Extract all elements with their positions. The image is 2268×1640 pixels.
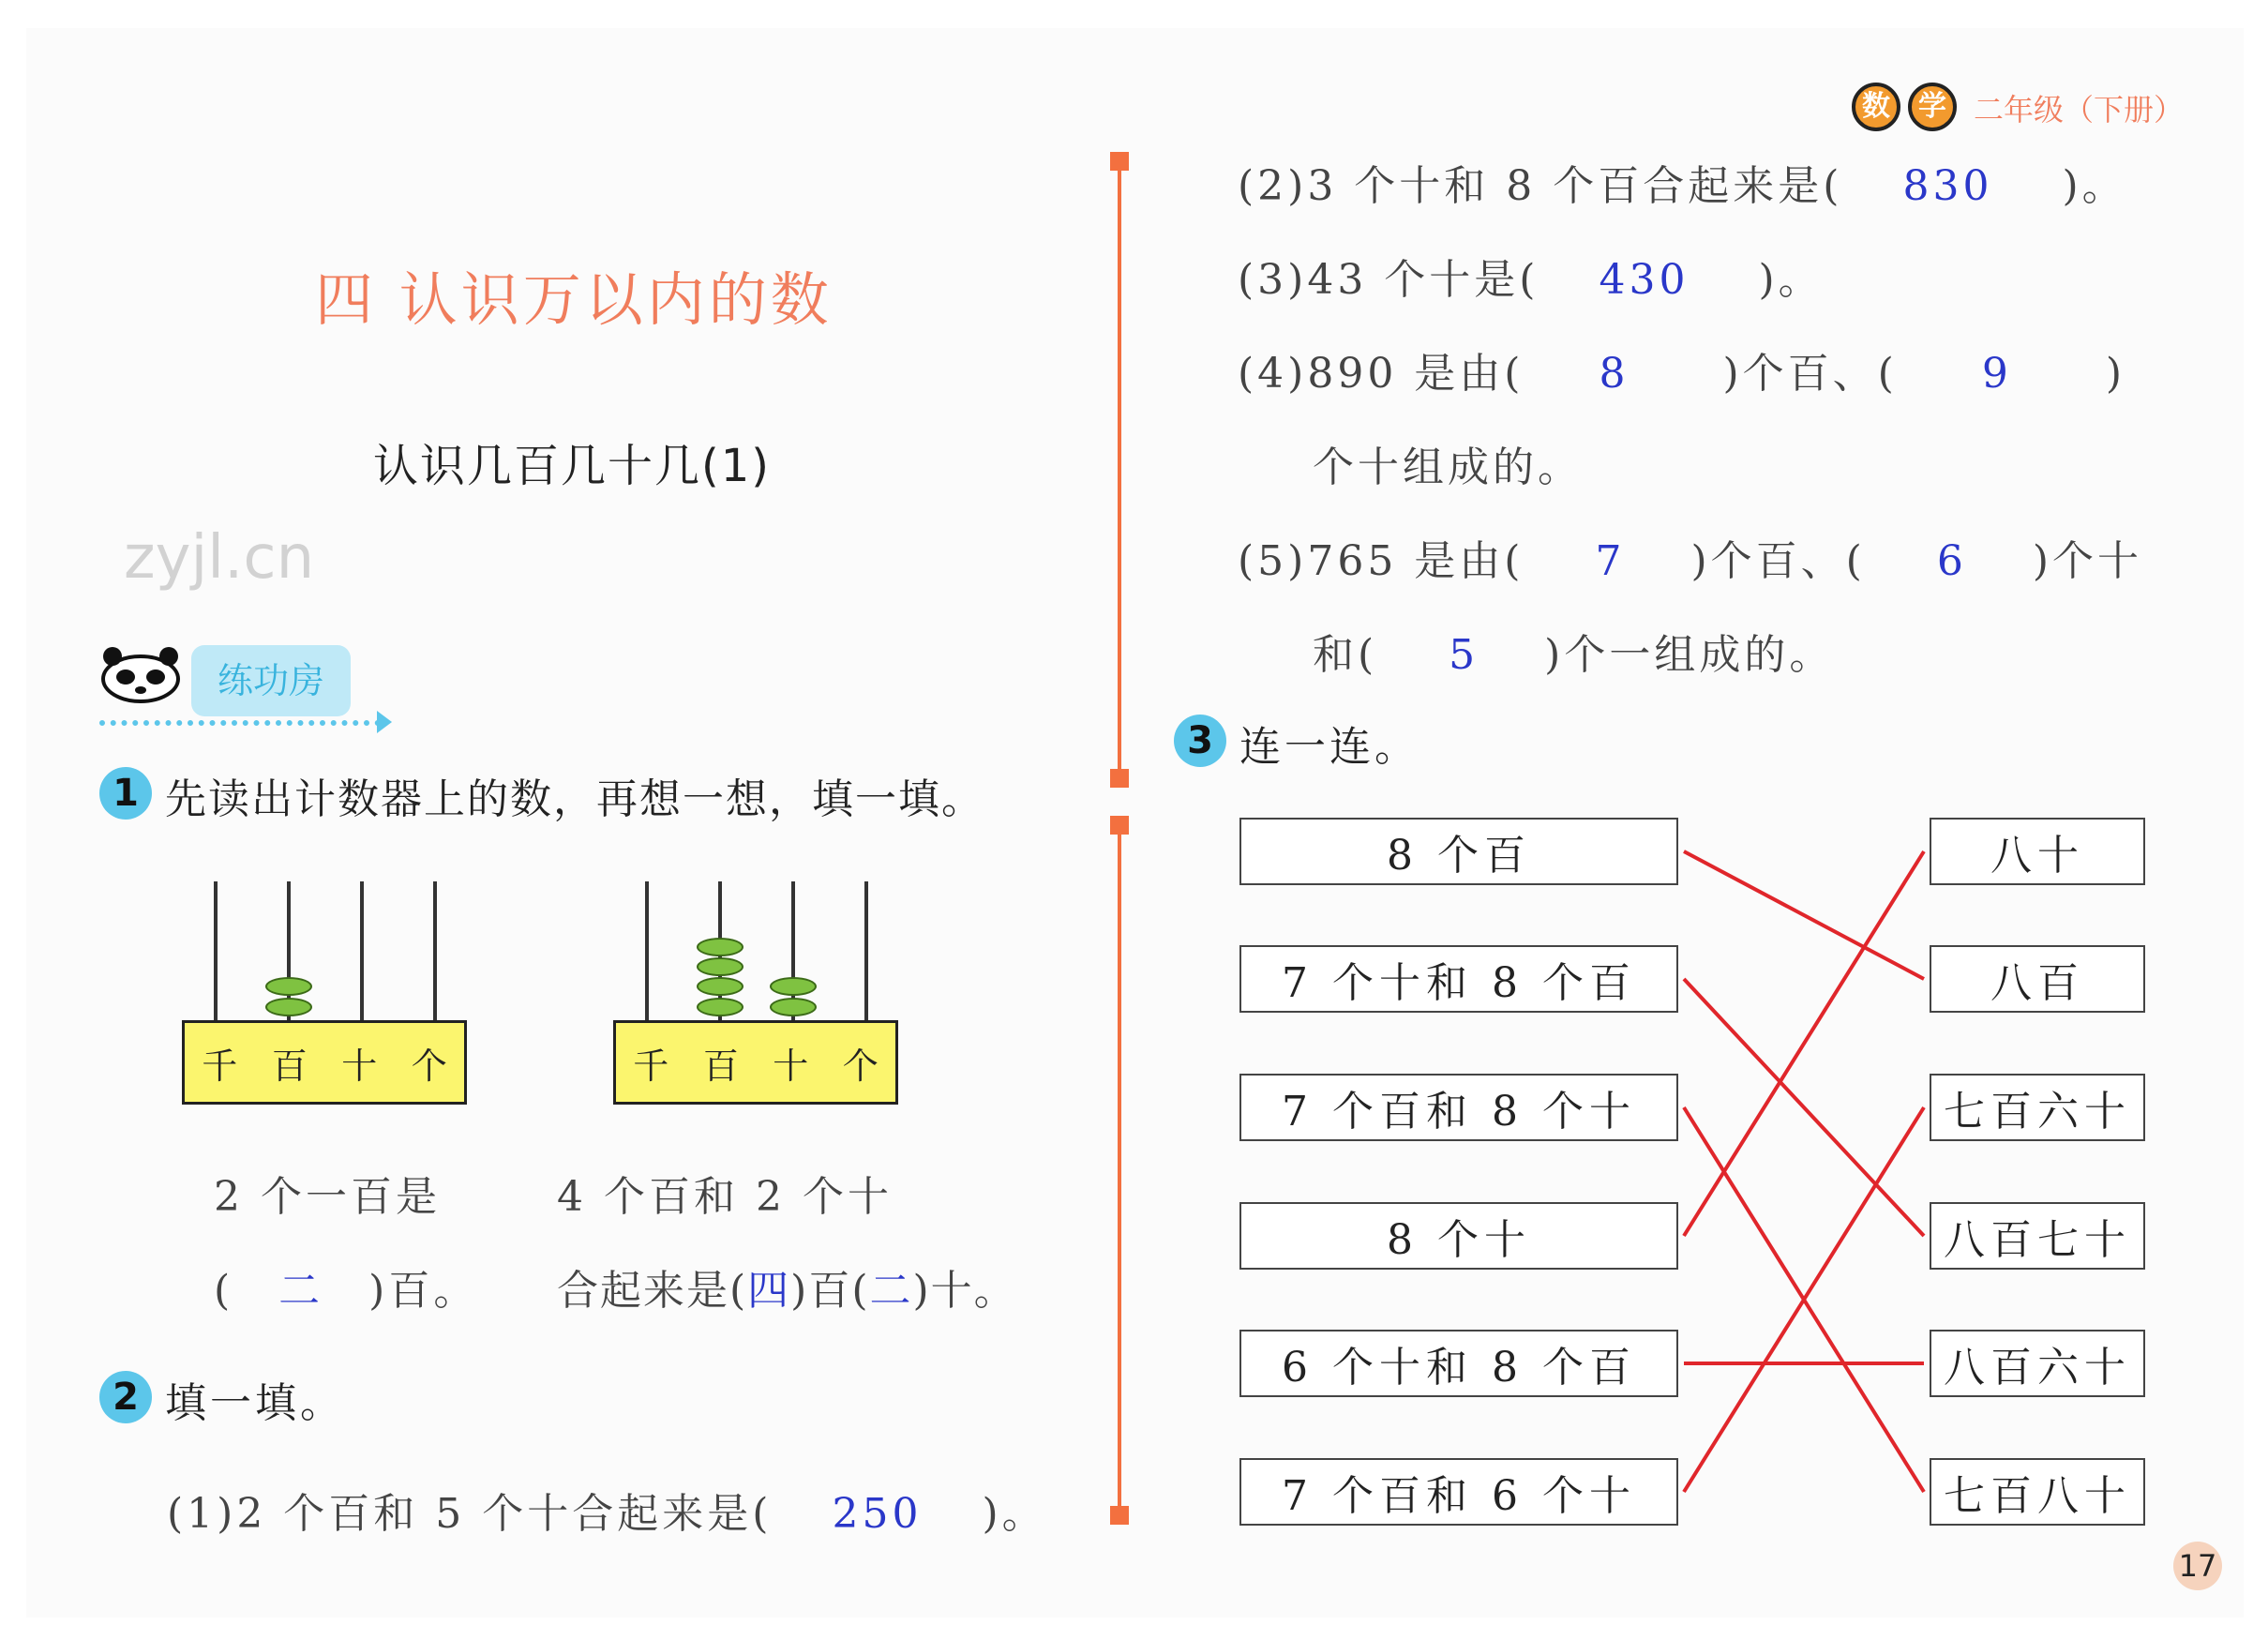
q2-item-4-line2: 个十组成的。 — [1313, 444, 1583, 491]
q2-item-3: (3)43 个十是( 430 )。 — [1238, 256, 1824, 304]
abacus-bead — [697, 977, 743, 996]
subject-char-shu: 数 — [1852, 83, 1900, 131]
q2-item-1: (1)2 个百和 5 个十合起来是( 250 )。 — [167, 1490, 1047, 1538]
left-box[interactable]: 7 个十和 8 个百 — [1239, 945, 1678, 1013]
divider-cap — [1110, 816, 1129, 835]
panda-icon — [99, 647, 182, 703]
divider-top — [1118, 161, 1121, 776]
q1-left-line2: ( 二 )百。 — [214, 1267, 479, 1315]
abacus-label-qian: 千 — [202, 1045, 238, 1087]
q2-item-5-line2: 和( 5 )个一组成的。 — [1313, 631, 1835, 679]
abacus-label-shi: 十 — [773, 1045, 809, 1087]
abacus-base — [613, 1020, 898, 1105]
q2-answer-1: 250 — [832, 1490, 923, 1538]
abacus-bead — [265, 977, 312, 996]
left-box[interactable]: 6 个十和 8 个百 — [1239, 1330, 1678, 1397]
q2-answer-4a: 8 — [1599, 350, 1630, 398]
abacus-rod — [433, 881, 437, 1022]
q2-answer-5c: 5 — [1449, 631, 1479, 679]
abacus-label-bai: 百 — [702, 1045, 739, 1087]
q1-right-line1: 4 个百和 2 个十 — [557, 1173, 893, 1221]
right-box[interactable]: 八百六十 — [1930, 1330, 2145, 1397]
question-number-2: 2 — [99, 1371, 152, 1423]
question-number-1: 1 — [99, 767, 152, 820]
abacus-rod — [214, 881, 218, 1022]
right-box[interactable]: 八百 — [1930, 945, 2145, 1013]
abacus-bead — [770, 998, 817, 1016]
q1-right-answer-1: 四 — [747, 1267, 791, 1315]
q2-item-2: (2)3 个十和 8 个百合起来是( 830 )。 — [1238, 162, 2127, 210]
abacus-label-ge: 个 — [842, 1045, 879, 1087]
q1-right-answer-2: 二 — [869, 1267, 913, 1315]
abacus-label-ge: 个 — [411, 1045, 447, 1087]
left-box[interactable]: 7 个百和 6 个十 — [1239, 1458, 1678, 1526]
right-box[interactable]: 七百六十 — [1930, 1074, 2145, 1141]
abacus-label-bai: 百 — [271, 1045, 308, 1087]
q1-right-line2: 合起来是(四)百(二)十。 — [557, 1267, 1017, 1315]
divider-cap — [1110, 769, 1129, 788]
left-box[interactable]: 7 个百和 8 个十 — [1239, 1074, 1678, 1141]
abacus-rod — [864, 881, 868, 1022]
subject-badge — [1852, 83, 1957, 131]
abacus-rod — [645, 881, 649, 1022]
grade-label: 二年级（下册） — [1974, 92, 2185, 128]
subject-char-xue: 学 — [1908, 83, 1957, 131]
q2-item-5: (5)765 是由( 7 )个百、( 6 )个十 — [1238, 537, 2142, 585]
q1-left-line1: 2 个一百是 — [214, 1173, 441, 1221]
q2-answer-5b: 6 — [1936, 537, 1967, 585]
q2-item-4: (4)890 是由( 8 )个百、( 9 ) — [1238, 350, 2125, 398]
q3-prompt: 连一连。 — [1239, 723, 1419, 771]
left-box[interactable]: 8 个十 — [1239, 1202, 1678, 1270]
arrow-icon — [377, 711, 392, 733]
chapter-title: 四 认识万以内的数 — [315, 265, 833, 334]
divider-cap — [1110, 152, 1129, 171]
question-number-3: 3 — [1174, 715, 1226, 767]
right-box[interactable]: 八十 — [1930, 818, 2145, 885]
q2-answer-4b: 9 — [1981, 350, 2012, 398]
left-box[interactable]: 8 个百 — [1239, 818, 1678, 885]
abacus-bead — [697, 957, 743, 976]
abacus-bead — [697, 938, 743, 956]
q2-prompt: 填一填。 — [165, 1379, 345, 1427]
dotted-underline — [99, 720, 381, 726]
abacus-rod — [360, 881, 364, 1022]
right-box[interactable]: 七百八十 — [1930, 1458, 2145, 1526]
lesson-title: 认识几百几十几(1) — [373, 440, 771, 492]
q1-prompt: 先读出计数器上的数，再想一想，填一填。 — [165, 775, 984, 823]
page-number: 17 — [2173, 1542, 2222, 1590]
q2-answer-3: 430 — [1599, 256, 1690, 304]
abacus-base — [182, 1020, 467, 1105]
abacus-bead — [697, 998, 743, 1016]
abacus-label-shi: 十 — [341, 1045, 378, 1087]
divider-bottom — [1118, 825, 1121, 1515]
abacus-bead — [770, 977, 817, 996]
q2-answer-5a: 7 — [1595, 537, 1626, 585]
section-badge: 练功房 — [191, 645, 351, 716]
watermark: zyjl.cn — [124, 523, 315, 593]
q1-left-answer: 二 — [278, 1267, 324, 1315]
q2-answer-2: 830 — [1902, 162, 1993, 210]
right-box[interactable]: 八百七十 — [1930, 1202, 2145, 1270]
abacus-label-qian: 千 — [633, 1045, 669, 1087]
abacus-bead — [265, 998, 312, 1016]
divider-cap — [1110, 1506, 1129, 1525]
